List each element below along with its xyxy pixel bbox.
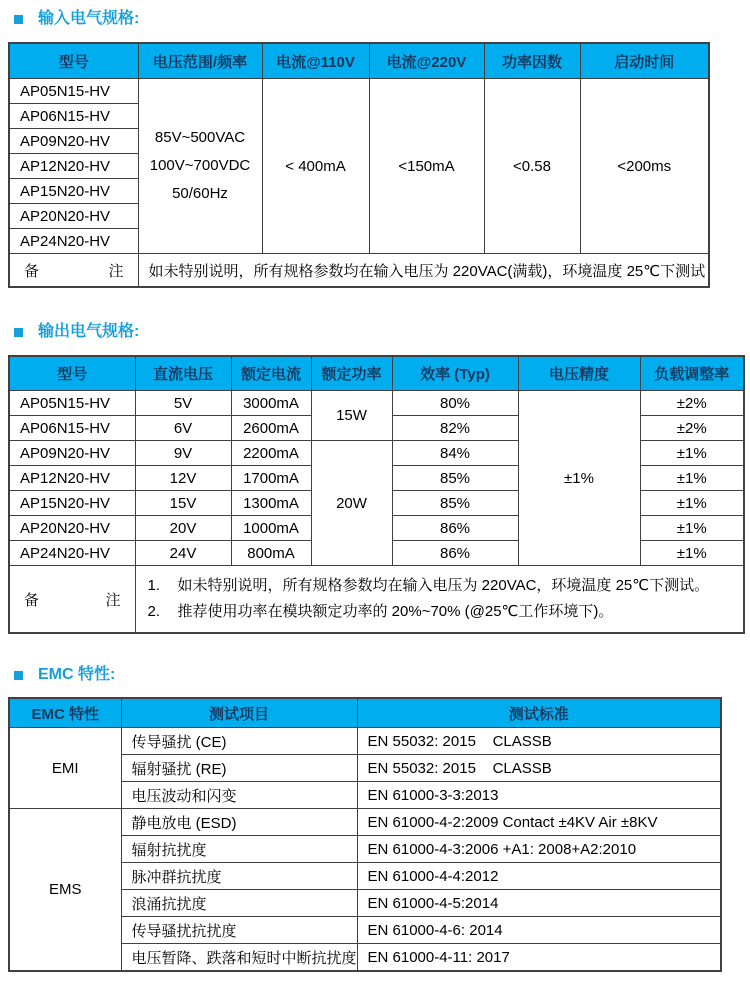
model-cell: AP12N20-HV [9,466,135,491]
emi-group-cell: EMI [9,728,121,809]
voltage-cell: 5V [135,391,231,416]
load-reg-cell: ±2% [640,391,744,416]
test-item-cell: 传导骚扰 (CE) [121,728,357,755]
col-header-emc: EMC 特性 [9,698,121,728]
remark-label-char: 备 [24,591,40,609]
voltage-cell: 24V [135,541,231,566]
square-bullet-icon [14,671,23,680]
current-cell: 1000mA [231,516,311,541]
remark-label-cell [9,254,138,288]
remark-row [9,566,744,634]
current-cell: 2200mA [231,441,311,466]
col-header-efficiency: 效率 (Typ) [392,356,518,391]
load-reg-cell: ±1% [640,541,744,566]
test-item-cell: 辐射骚扰 (RE) [121,755,357,782]
col-header-current-220: 电流@220V [369,43,484,79]
remark-label [24,589,121,610]
load-reg-cell: ±1% [640,466,744,491]
voltage-cell: 6V [135,416,231,441]
col-header-power-factor: 功率因数 [484,43,580,79]
col-header-model: 型号 [9,43,138,79]
remark-text-cell: 如未特别说明，所有规格参数均在输入电压为 220VAC(满载)，环境温度 25℃下测试 [138,254,709,288]
table-row [9,79,709,104]
remark-label-cell [9,566,135,634]
voltage-accuracy-cell: ±1% [518,391,640,566]
voltage-range-line: 100V~700VDC [149,157,251,174]
model-cell: AP12N20-HV [9,154,138,179]
col-header-test-item: 测试项目 [121,698,357,728]
model-cell: AP15N20-HV [9,491,135,516]
load-reg-cell: ±1% [640,491,744,516]
efficiency-cell: 82% [392,416,518,441]
section-title-output-specs [14,321,750,343]
rated-power-cell: 15W [311,391,392,441]
table-row [9,809,721,836]
remark-row [9,254,709,288]
section-title-text: EMC 特性: [38,666,116,683]
test-item-cell: 电压波动和闪变 [121,782,357,809]
input-specs-table [8,42,710,288]
test-standard-cell: EN 61000-4-6: 2014 [357,917,721,944]
col-header-test-standard: 测试标准 [357,698,721,728]
current-cell: 2600mA [231,416,311,441]
power-factor-cell: <0.58 [484,79,580,254]
remark-label-char: 注 [105,591,121,609]
col-header-voltage-range: 电压范围/频率 [138,43,262,79]
square-bullet-icon [14,15,23,24]
col-header-dc-voltage: 直流电压 [135,356,231,391]
efficiency-cell: 85% [392,491,518,516]
test-item-cell: 浪涌抗扰度 [121,890,357,917]
test-standard-cell: EN 61000-4-4:2012 [357,863,721,890]
test-item-cell: 辐射抗扰度 [121,836,357,863]
voltage-range-line: 50/60Hz [172,185,228,202]
section-title-emc [14,664,750,686]
remark-text: 如未特别说明，所有规格参数均在输入电压为 220VAC，环境温度 25℃下测试。 [177,577,710,594]
section-title-text: 输出电气规格: [38,323,140,340]
test-standard-cell: EN 61000-4-3:2006 +A1: 2008+A2:2010 [357,836,721,863]
col-header-load-regulation: 负载调整率 [640,356,744,391]
test-item-cell: 传导骚扰抗扰度 [121,917,357,944]
startup-time-cell: <200ms [580,79,709,254]
model-cell: AP05N15-HV [9,79,138,104]
test-standard-cell: EN 61000-4-11: 2017 [357,944,721,972]
remark-label [24,260,124,281]
output-specs-table [8,355,745,634]
model-cell: AP06N15-HV [9,416,135,441]
model-cell: AP15N20-HV [9,179,138,204]
voltage-range-cell [138,79,262,254]
model-cell: AP05N15-HV [9,391,135,416]
current-cell: 800mA [231,541,311,566]
col-header-startup-time: 启动时间 [580,43,709,79]
efficiency-cell: 86% [392,516,518,541]
remark-label-char: 备 [24,262,40,280]
current-cell: 3000mA [231,391,311,416]
col-header-model: 型号 [9,356,135,391]
current-cell: 1300mA [231,491,311,516]
table-row [9,728,721,755]
test-standard-cell: EN 61000-4-5:2014 [357,890,721,917]
test-item-cell: 静电放电 (ESD) [121,809,357,836]
test-standard-cell: EN 55032: 2015 CLASSB [357,728,721,755]
load-reg-cell: ±1% [640,441,744,466]
emc-header-row [9,698,721,728]
remark-line [146,599,738,625]
rated-power-cell: 20W [311,441,392,566]
remark-number: 2. [147,603,161,620]
voltage-cell: 20V [135,516,231,541]
output-header-row [9,356,744,391]
square-bullet-icon [14,328,23,337]
remark-text: 推荐使用功率在模块额定功率的 20%~70% (@25℃工作环境下)。 [177,603,614,620]
remark-text-cell [135,566,744,634]
emc-table [8,697,722,972]
voltage-range-line: 85V~500VAC [154,129,246,146]
load-reg-cell: ±2% [640,416,744,441]
model-cell: AP09N20-HV [9,441,135,466]
remark-label-char: 注 [108,262,124,280]
test-item-cell: 脉冲群抗扰度 [121,863,357,890]
model-cell: AP20N20-HV [9,204,138,229]
col-header-current-110: 电流@110V [262,43,369,79]
col-header-voltage-accuracy: 电压精度 [518,356,640,391]
efficiency-cell: 86% [392,541,518,566]
voltage-cell: 12V [135,466,231,491]
col-header-rated-current: 额定电流 [231,356,311,391]
test-item-cell: 电压暂降、跌落和短时中断抗扰度 [121,944,357,972]
ems-group-cell: EMS [9,809,121,972]
section-title-input-specs [14,8,750,30]
model-cell: AP06N15-HV [9,104,138,129]
voltage-cell: 15V [135,491,231,516]
efficiency-cell: 80% [392,391,518,416]
table-row [9,391,744,416]
col-header-rated-power: 额定功率 [311,356,392,391]
test-standard-cell: EN 61000-3-3:2013 [357,782,721,809]
load-reg-cell: ±1% [640,516,744,541]
current-cell: 1700mA [231,466,311,491]
voltage-cell: 9V [135,441,231,466]
efficiency-cell: 84% [392,441,518,466]
current-220-cell: <150mA [369,79,484,254]
model-cell: AP09N20-HV [9,129,138,154]
test-standard-cell: EN 55032: 2015 CLASSB [357,755,721,782]
remark-number: 1. [147,577,161,594]
model-cell: AP24N20-HV [9,229,138,254]
test-standard-cell: EN 61000-4-2:2009 Contact ±4KV Air ±8KV [357,809,721,836]
model-cell: AP24N20-HV [9,541,135,566]
model-cell: AP20N20-HV [9,516,135,541]
current-110-cell: < 400mA [262,79,369,254]
efficiency-cell: 85% [392,466,518,491]
input-header-row [9,43,709,79]
remark-line [146,573,738,599]
section-title-text: 输入电气规格: [38,10,140,27]
